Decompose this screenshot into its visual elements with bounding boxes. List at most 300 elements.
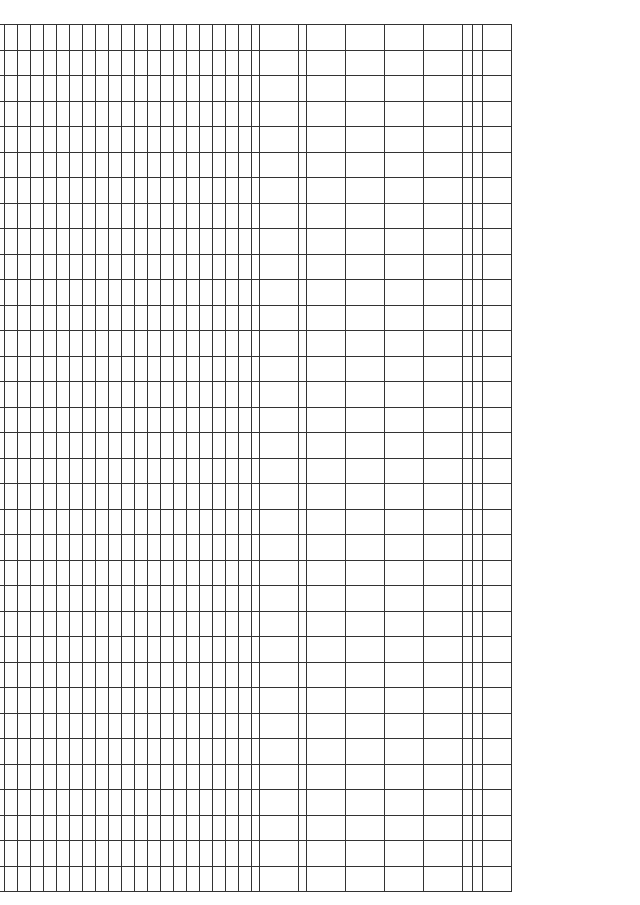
table-cell (83, 535, 96, 561)
table-cell (31, 611, 44, 637)
table-cell (161, 178, 174, 204)
table-cell (5, 637, 18, 663)
table-cell (346, 25, 385, 51)
table-cell (135, 739, 148, 765)
table-cell (239, 535, 252, 561)
table-cell (239, 688, 252, 714)
table-cell (483, 790, 512, 816)
table-row (252, 25, 260, 892)
table-cell (385, 229, 424, 255)
table-cell (299, 509, 307, 535)
table-cell (213, 356, 226, 382)
table-cell (346, 535, 385, 561)
table-cell (307, 841, 346, 867)
table-cell (148, 586, 161, 612)
table-cell (226, 356, 239, 382)
table-cell (135, 790, 148, 816)
table-cell (161, 688, 174, 714)
table-cell (239, 815, 252, 841)
table-cell (135, 229, 148, 255)
table-cell (187, 713, 200, 739)
table-cell (135, 815, 148, 841)
table-cell (44, 305, 57, 331)
table-cell (5, 739, 18, 765)
table-cell (57, 458, 70, 484)
table-cell (174, 331, 187, 357)
table-cell (18, 203, 31, 229)
table-cell (424, 331, 463, 357)
table-cell (83, 509, 96, 535)
table-cell (213, 484, 226, 510)
table-cell (239, 560, 252, 586)
table-cell (187, 458, 200, 484)
table-cell (135, 458, 148, 484)
table-cell (307, 688, 346, 714)
table-cell (70, 76, 83, 102)
table-cell (109, 25, 122, 51)
table-cell (96, 535, 109, 561)
table-cell (252, 739, 260, 765)
table-cell (463, 586, 473, 612)
table-cell (187, 76, 200, 102)
table-cell (424, 203, 463, 229)
table-cell (18, 586, 31, 612)
table-cell (260, 254, 299, 280)
table-cell (44, 407, 57, 433)
table-cell (0, 841, 5, 867)
table-cell (226, 790, 239, 816)
table-cell (187, 637, 200, 663)
table-cell (346, 637, 385, 663)
table-cell (213, 535, 226, 561)
table-cell (239, 76, 252, 102)
table-cell (226, 535, 239, 561)
table-cell (200, 790, 213, 816)
table-cell (307, 127, 346, 153)
table-cell (70, 229, 83, 255)
table-cell (239, 331, 252, 357)
table-cell (200, 101, 213, 127)
table-cell (148, 331, 161, 357)
table-row (424, 25, 463, 892)
table-cell (57, 764, 70, 790)
table-cell (213, 433, 226, 459)
table-cell (260, 25, 299, 51)
table-cell (135, 535, 148, 561)
table-cell (44, 152, 57, 178)
table-cell (31, 203, 44, 229)
table-cell (57, 611, 70, 637)
table-cell (0, 407, 5, 433)
table-cell (260, 815, 299, 841)
table-cell (483, 280, 512, 306)
table-cell (483, 535, 512, 561)
table-cell (174, 790, 187, 816)
table-cell (483, 178, 512, 204)
table-cell (385, 356, 424, 382)
table-cell (239, 178, 252, 204)
table-cell (83, 764, 96, 790)
table-cell (424, 611, 463, 637)
table-cell (187, 25, 200, 51)
table-cell (213, 254, 226, 280)
table-cell (44, 560, 57, 586)
table-cell (226, 254, 239, 280)
table-cell (483, 356, 512, 382)
table-cell (239, 790, 252, 816)
table-cell (44, 458, 57, 484)
table-cell (483, 484, 512, 510)
table-cell (239, 280, 252, 306)
table-cell (57, 688, 70, 714)
table-cell (473, 76, 483, 102)
table-cell (346, 586, 385, 612)
table-cell (424, 509, 463, 535)
table-cell (213, 739, 226, 765)
table-cell (346, 433, 385, 459)
table-cell (463, 407, 473, 433)
table-cell (0, 356, 5, 382)
table-cell (424, 254, 463, 280)
table-cell (473, 637, 483, 663)
table-cell (252, 229, 260, 255)
table-row (483, 25, 512, 892)
table-cell (70, 203, 83, 229)
table-cell (385, 280, 424, 306)
table-cell (161, 356, 174, 382)
table-cell (109, 790, 122, 816)
table-cell (346, 203, 385, 229)
table-cell (187, 611, 200, 637)
table-cell (0, 790, 5, 816)
table-cell (31, 815, 44, 841)
table-cell (135, 611, 148, 637)
table-cell (307, 484, 346, 510)
table-cell (31, 535, 44, 561)
table-cell (483, 611, 512, 637)
table-cell (483, 101, 512, 127)
table-cell (96, 152, 109, 178)
table-cell (473, 764, 483, 790)
table-cell (463, 739, 473, 765)
table-cell (213, 841, 226, 867)
table-cell (109, 560, 122, 586)
table-cell (174, 101, 187, 127)
table-row (83, 25, 96, 892)
table-cell (31, 50, 44, 76)
table-cell (174, 178, 187, 204)
table-cell (135, 356, 148, 382)
table-cell (122, 637, 135, 663)
table-cell (463, 866, 473, 892)
table-cell (424, 356, 463, 382)
table-cell (44, 688, 57, 714)
table-cell (109, 484, 122, 510)
table-cell (239, 50, 252, 76)
table-cell (57, 509, 70, 535)
table-cell (70, 637, 83, 663)
table-cell (135, 178, 148, 204)
table-cell (424, 101, 463, 127)
table-cell (226, 331, 239, 357)
table-cell (70, 382, 83, 408)
table-cell (148, 713, 161, 739)
table-cell (252, 203, 260, 229)
table-cell (161, 127, 174, 153)
table-cell (96, 458, 109, 484)
table-cell (31, 841, 44, 867)
table-cell (307, 382, 346, 408)
table-cell (385, 152, 424, 178)
table-cell (109, 535, 122, 561)
table-cell (161, 76, 174, 102)
table-cell (44, 280, 57, 306)
table-cell (135, 382, 148, 408)
table-cell (463, 458, 473, 484)
table-cell (109, 305, 122, 331)
table-cell (109, 458, 122, 484)
table-cell (307, 152, 346, 178)
table-cell (109, 50, 122, 76)
table-cell (44, 611, 57, 637)
table-cell (226, 688, 239, 714)
table-cell (44, 127, 57, 153)
table-cell (299, 25, 307, 51)
table-cell (252, 76, 260, 102)
table-cell (307, 866, 346, 892)
table-cell (31, 178, 44, 204)
table-cell (70, 407, 83, 433)
table-cell (252, 433, 260, 459)
table-cell (385, 688, 424, 714)
table-cell (463, 229, 473, 255)
table-cell (18, 178, 31, 204)
table-cell (70, 178, 83, 204)
table-cell (346, 790, 385, 816)
table-cell (187, 484, 200, 510)
table-cell (483, 866, 512, 892)
table-cell (135, 433, 148, 459)
table-cell (31, 662, 44, 688)
table-cell (252, 127, 260, 153)
table-cell (57, 662, 70, 688)
table-cell (473, 382, 483, 408)
table-cell (213, 866, 226, 892)
table-cell (18, 866, 31, 892)
table-cell (109, 331, 122, 357)
table-cell (424, 586, 463, 612)
table-cell (109, 866, 122, 892)
table-cell (96, 662, 109, 688)
table-cell (463, 331, 473, 357)
table-cell (70, 535, 83, 561)
table-cell (18, 280, 31, 306)
table-cell (0, 713, 5, 739)
table-cell (31, 484, 44, 510)
table-cell (260, 637, 299, 663)
table-cell (44, 866, 57, 892)
table-cell (226, 305, 239, 331)
table-cell (226, 76, 239, 102)
table-cell (346, 739, 385, 765)
table-cell (5, 382, 18, 408)
table-cell (463, 305, 473, 331)
table-cell (83, 76, 96, 102)
table-cell (307, 305, 346, 331)
table-cell (473, 713, 483, 739)
table-cell (307, 356, 346, 382)
table-cell (31, 509, 44, 535)
table-cell (213, 458, 226, 484)
table-cell (161, 407, 174, 433)
table-cell (57, 229, 70, 255)
table-cell (483, 815, 512, 841)
table-cell (299, 815, 307, 841)
table-cell (299, 535, 307, 561)
table-cell (5, 127, 18, 153)
table-cell (424, 280, 463, 306)
table-cell (57, 356, 70, 382)
table-cell (260, 76, 299, 102)
table-cell (96, 688, 109, 714)
table-cell (96, 356, 109, 382)
table-cell (135, 560, 148, 586)
table-cell (307, 229, 346, 255)
table-cell (109, 203, 122, 229)
table-cell (161, 560, 174, 586)
table-cell (161, 611, 174, 637)
table-cell (187, 152, 200, 178)
table-cell (424, 764, 463, 790)
table-cell (18, 407, 31, 433)
table-cell (346, 356, 385, 382)
table-cell (424, 739, 463, 765)
table-cell (239, 382, 252, 408)
table-row (213, 25, 226, 892)
table-cell (96, 790, 109, 816)
table-cell (96, 254, 109, 280)
table-cell (57, 637, 70, 663)
table-cell (44, 637, 57, 663)
table-cell (122, 382, 135, 408)
table-cell (0, 739, 5, 765)
table-row (161, 25, 174, 892)
table-cell (424, 637, 463, 663)
table-cell (83, 178, 96, 204)
table-cell (31, 356, 44, 382)
table-cell (226, 841, 239, 867)
table-cell (473, 739, 483, 765)
table-row (473, 25, 483, 892)
table-cell (239, 484, 252, 510)
table-cell (0, 815, 5, 841)
table-cell (161, 254, 174, 280)
table-cell (307, 280, 346, 306)
table-cell (200, 152, 213, 178)
table-cell (5, 305, 18, 331)
table-cell (174, 305, 187, 331)
table-cell (307, 178, 346, 204)
table-cell (18, 127, 31, 153)
table-cell (260, 331, 299, 357)
table-cell (109, 509, 122, 535)
table-cell (70, 790, 83, 816)
table-cell (135, 662, 148, 688)
table-cell (483, 331, 512, 357)
table-cell (346, 407, 385, 433)
table-cell (307, 331, 346, 357)
table-cell (200, 764, 213, 790)
table-cell (83, 841, 96, 867)
table-cell (299, 50, 307, 76)
table-cell (200, 586, 213, 612)
table-cell (18, 433, 31, 459)
table-cell (385, 739, 424, 765)
table-cell (473, 127, 483, 153)
table-cell (96, 433, 109, 459)
table-cell (109, 739, 122, 765)
table-cell (463, 815, 473, 841)
table-cell (18, 382, 31, 408)
table-cell (463, 280, 473, 306)
table-cell (96, 178, 109, 204)
table-cell (161, 433, 174, 459)
table-cell (226, 739, 239, 765)
table-cell (307, 713, 346, 739)
table-cell (70, 560, 83, 586)
table-cell (473, 356, 483, 382)
table-cell (346, 101, 385, 127)
table-cell (122, 203, 135, 229)
table-cell (424, 688, 463, 714)
table-cell (161, 637, 174, 663)
table-cell (252, 356, 260, 382)
table-cell (18, 254, 31, 280)
table-cell (148, 841, 161, 867)
table-cell (161, 815, 174, 841)
table-cell (299, 280, 307, 306)
table-cell (260, 841, 299, 867)
table-cell (57, 127, 70, 153)
table-cell (200, 560, 213, 586)
table-cell (346, 254, 385, 280)
table-cell (260, 229, 299, 255)
table-cell (213, 50, 226, 76)
table-cell (122, 790, 135, 816)
table-cell (174, 203, 187, 229)
table-cell (83, 407, 96, 433)
table-cell (463, 790, 473, 816)
table-cell (31, 76, 44, 102)
table-cell (18, 305, 31, 331)
table-cell (187, 560, 200, 586)
table-cell (299, 866, 307, 892)
table-cell (299, 841, 307, 867)
table-cell (299, 127, 307, 153)
table-cell (135, 127, 148, 153)
table-cell (299, 356, 307, 382)
table-cell (385, 662, 424, 688)
table-cell (346, 152, 385, 178)
table-cell (161, 509, 174, 535)
table-cell (5, 662, 18, 688)
table-cell (239, 739, 252, 765)
table-cell (299, 178, 307, 204)
table-cell (483, 25, 512, 51)
table-cell (70, 101, 83, 127)
table-cell (96, 407, 109, 433)
table-cell (135, 407, 148, 433)
